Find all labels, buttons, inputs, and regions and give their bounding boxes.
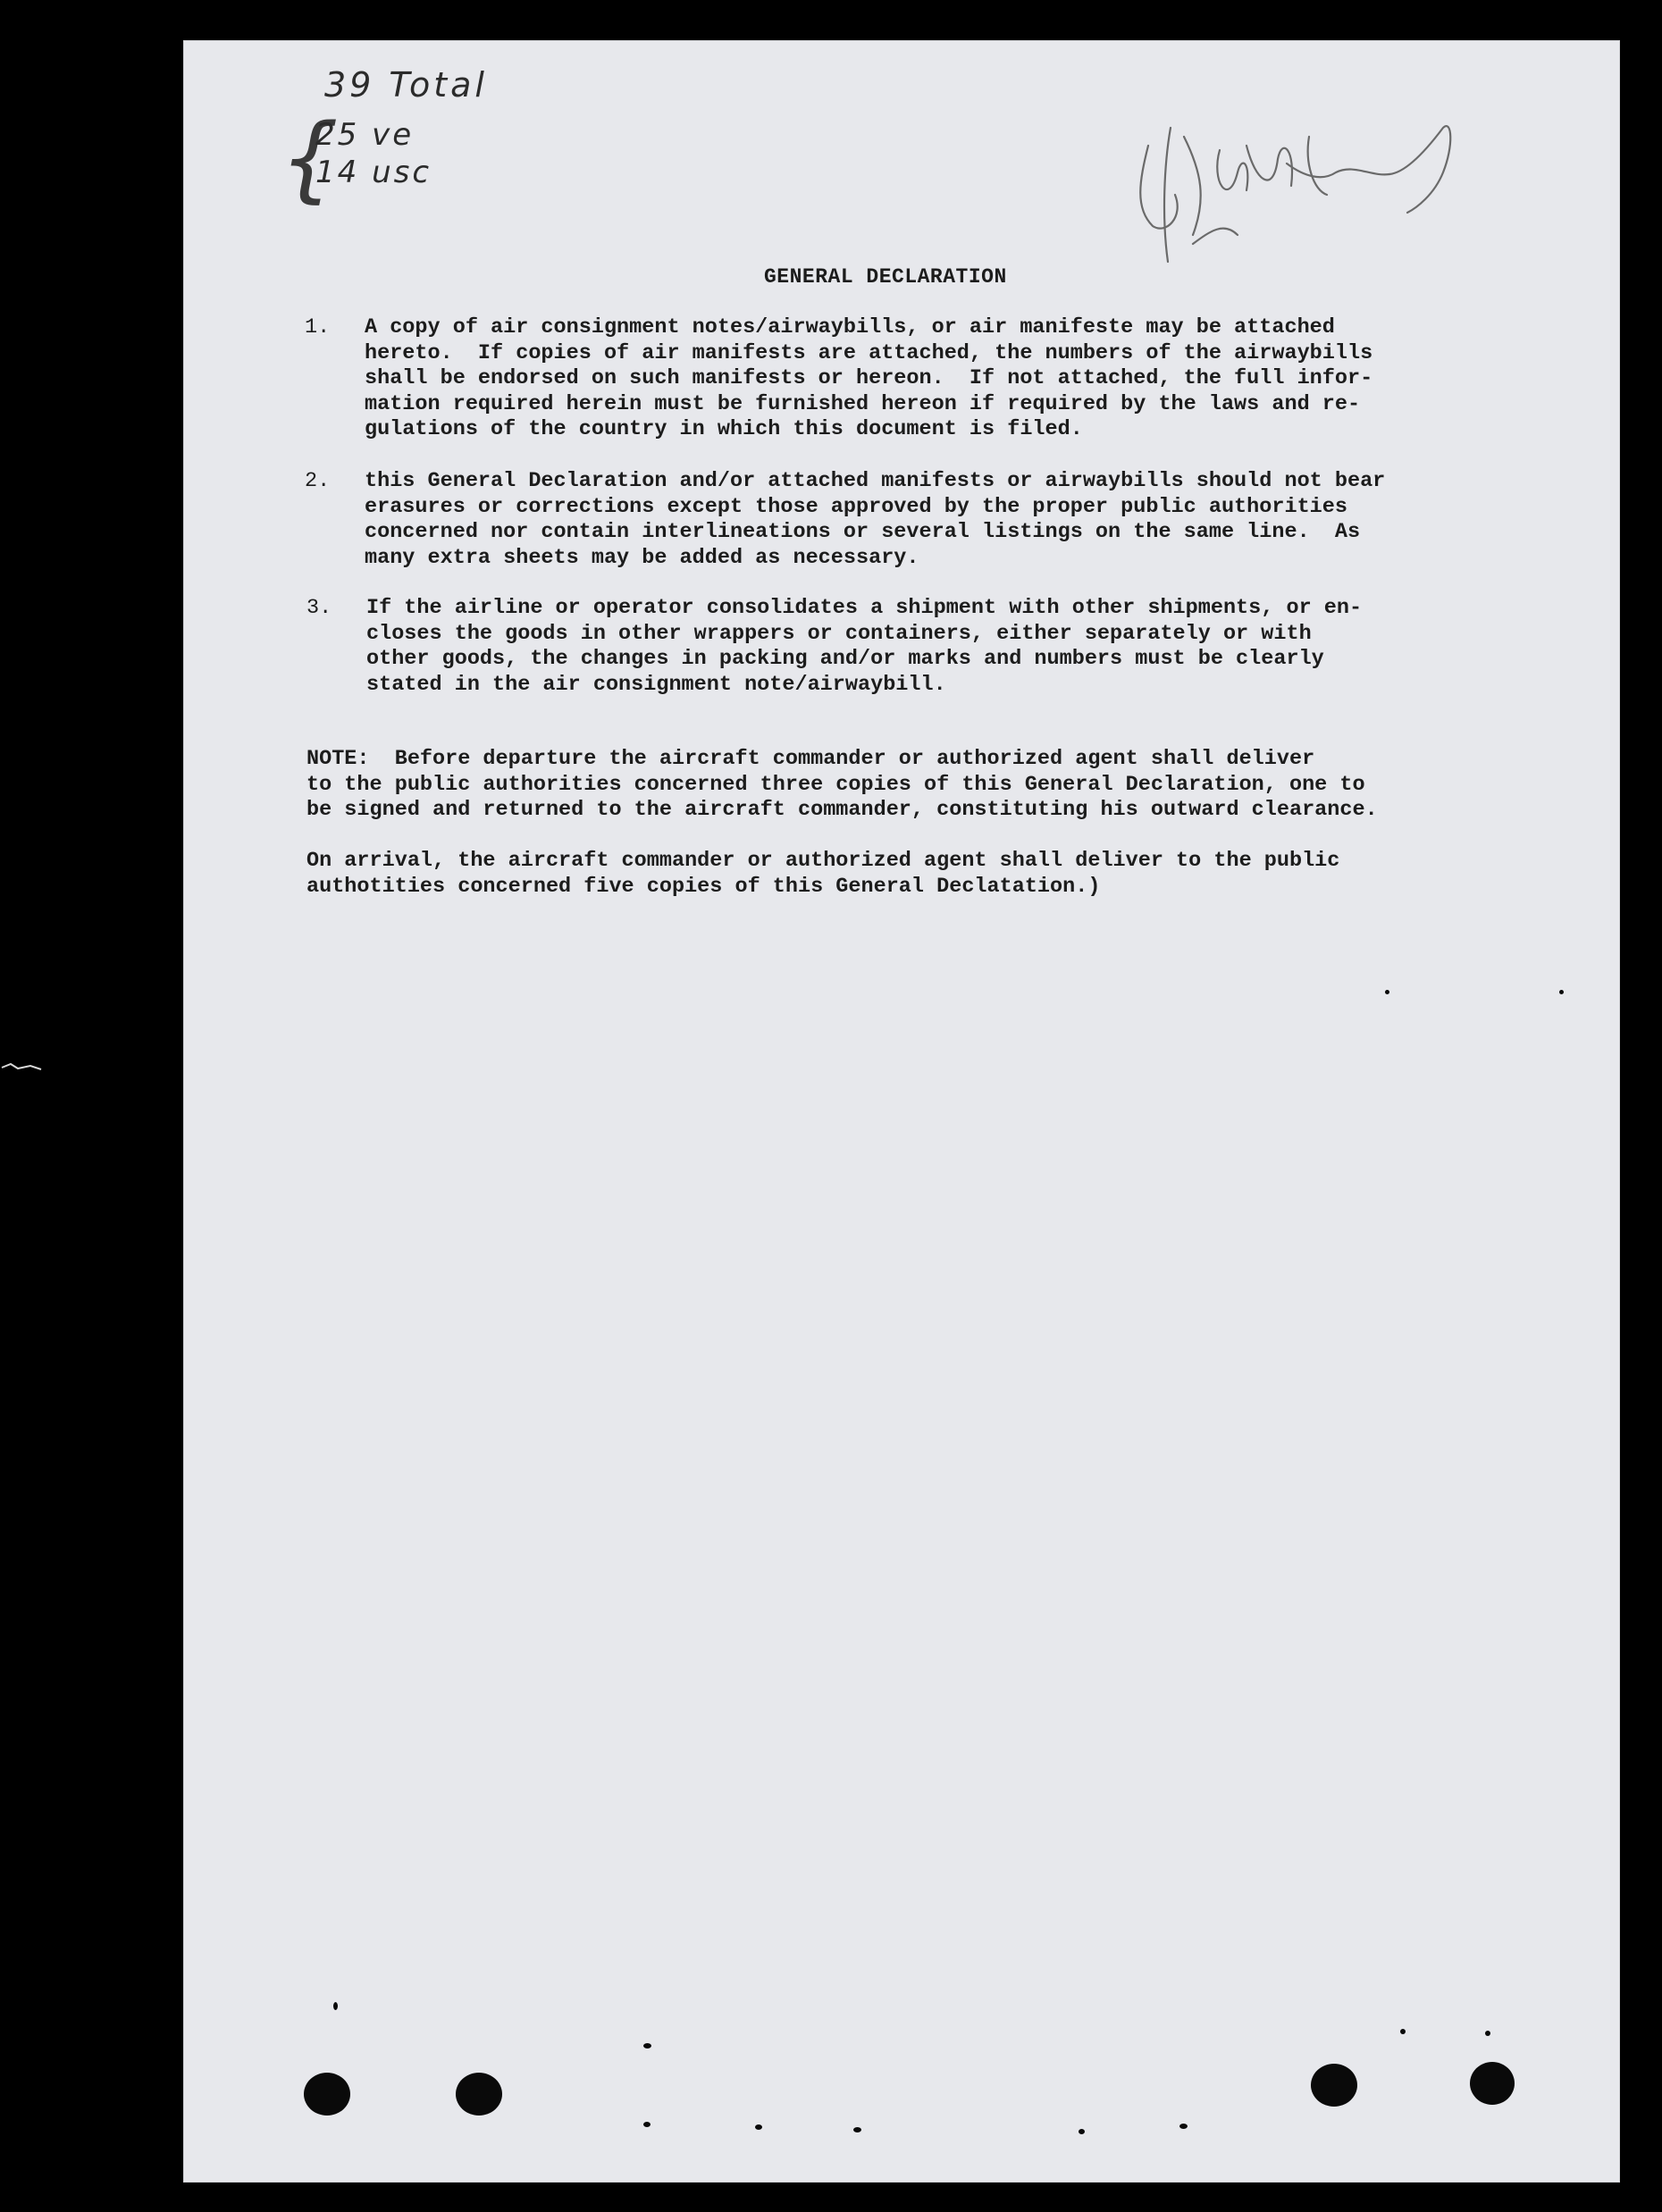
- punch-hole: [1470, 2062, 1515, 2105]
- scan-speck: [755, 2124, 762, 2130]
- arrival-line: On arrival, the aircraft commander or authorized agent shall deliver to the public: [306, 849, 1340, 873]
- item-text: [365, 469, 1553, 571]
- note-line: to the public authorities concerned three copies of this General Declaration, one to: [306, 772, 1365, 797]
- item-line: concerned nor contain interlineations or several listings on the same line. As: [365, 520, 1361, 544]
- punch-hole: [1311, 2064, 1357, 2107]
- scan-artifact-mark: [0, 1057, 45, 1075]
- item-line: erasures or corrections except those approved by the proper public authorities: [365, 494, 1347, 519]
- handwritten-count-line-1: 25 ve: [315, 117, 415, 153]
- item-text: [366, 596, 1555, 698]
- item-text: [365, 315, 1553, 443]
- item-line: shall be endorsed on such manifests or hereon. If not attached, the full infor-: [365, 366, 1373, 390]
- note-line: NOTE: Before departure the aircraft commander or authorized agent shall deliver: [306, 747, 1315, 771]
- item-line: stated in the air consignment note/airwaybill.: [366, 672, 946, 697]
- scan-speck: [1079, 2129, 1085, 2134]
- scan-speck: [853, 2127, 861, 2132]
- scan-speck: [333, 2002, 338, 2010]
- item-line: many extra sheets may be added as necessary.: [365, 545, 919, 570]
- punch-hole: [304, 2073, 350, 2116]
- item-number: 1.: [305, 315, 331, 339]
- scan-speck: [1559, 990, 1564, 994]
- punch-hole: [456, 2073, 502, 2116]
- scan-speck: [643, 2122, 651, 2127]
- item-line: hereto. If copies of air manifests are attached, the numbers of the airwaybills: [365, 340, 1373, 365]
- item-number: 2.: [305, 469, 331, 493]
- scan-speck: [1179, 2124, 1188, 2129]
- note-paragraph: [306, 747, 1378, 824]
- scan-speck: [1385, 990, 1389, 994]
- arrival-line: authotities concerned five copies of this General Declatation.): [306, 874, 1101, 899]
- item-line: this General Declaration and/or attached manifests or airwaybills should not bear: [365, 469, 1386, 493]
- scan-speck: [643, 2043, 651, 2049]
- scan-speck: [1485, 2031, 1490, 2036]
- item-line: closes the goods in other wrappers or containers, either separately or with: [366, 621, 1312, 646]
- handwritten-signature: [1121, 110, 1461, 266]
- handwritten-total-note: 39 Total: [324, 65, 488, 105]
- scan-speck: [1400, 2029, 1406, 2034]
- item-line: A copy of air consignment notes/airwaybills, or air manifeste may be attached: [365, 315, 1335, 339]
- handwritten-count-line-2: 14 usc: [315, 155, 432, 190]
- document-page: [183, 40, 1620, 2183]
- item-line: other goods, the changes in packing and/or marks and numbers must be clearly: [366, 647, 1324, 671]
- item-line: mation required herein must be furnished hereon if required by the laws and re-: [365, 391, 1361, 416]
- item-number: 3.: [306, 596, 332, 620]
- document-title: GENERAL DECLARATION: [764, 265, 1007, 289]
- handwritten-brace: {: [280, 104, 340, 213]
- note-line: be signed and returned to the aircraft commander, constituting his outward clearance.: [306, 798, 1378, 822]
- item-line: gulations of the country in which this document is filed.: [365, 417, 1083, 441]
- arrival-paragraph: [306, 849, 1339, 900]
- item-line: If the airline or operator consolidates a shipment with other shipments, or en-: [366, 596, 1363, 620]
